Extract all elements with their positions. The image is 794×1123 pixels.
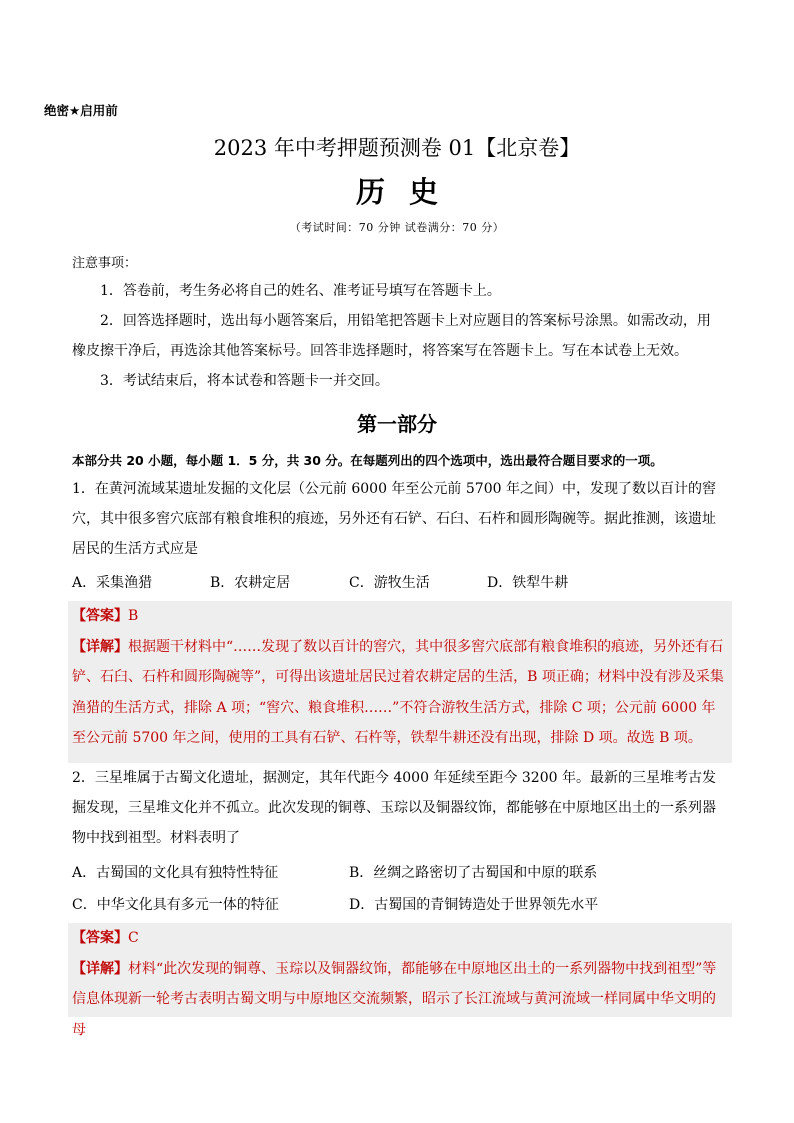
notice-item: 1．答卷前，考生务必将自己的姓名、准考证号填写在答题卡上。 (100, 283, 501, 299)
option-b: B．农耕定居 (210, 575, 291, 591)
answer-line (72, 923, 728, 954)
detail-text: 材料“此次发现的铜尊、玉琮以及铜器纹饰，都能够在中原地区出土的一系列器物中找到祖型”等信息体现新一轮考古表明古蜀文明与中原地区交流频繁，昭示了长江流域与黄河流域一样同属中华文明的母 (72, 960, 717, 1038)
question-stem: 1．在黄河流域某遗址发掘的文化层（公元前 6000 年至公元前 5700 年之间）中，发现了数以百计的窖穴，其中很多窖穴底部有粮食堆积的痕迹，另外还有石铲、石臼、石杵和圆形陶碗等。据此推测，该遗址居民的生活方式应是 (72, 481, 716, 557)
confidential-label: 绝密★启用前 (44, 103, 118, 118)
answer-value: C (128, 930, 139, 946)
detail-label: 【详解】 (72, 638, 128, 655)
subject-title: 历史 (355, 175, 462, 209)
option-b: B．丝绸之路密切了古蜀国和中原的联系 (349, 865, 598, 881)
detail-line (72, 954, 728, 1046)
answer-label: 【答案】 (72, 608, 128, 624)
question-stem: 2．三星堆属于古蜀文化遗址，据测定，其年代距今 4000 年延续至距今 3200 年。最新的三星堆考古发掘发现，三星堆文化并不孤立。此次发现的铜尊、玉琮以及铜器纹饰，都能够在中原地区出土的一系列器物中找到祖型。材料表明了 (72, 770, 716, 846)
notice-heading: 注意事项： (72, 256, 138, 271)
notice-item: 3．考试结束后，将本试卷和答题卡一并交回。 (100, 373, 389, 389)
notice-item: 2．回答选择题时，选出每小题答案后，用铅笔把答题卡上对应题目的答案标号涂黑。如需改动，用橡皮擦干净后，再选涂其他答案标号。回答非选择题时，将答案写在答题卡上。写在本试卷上无效。 (72, 313, 711, 359)
exam-title: 2023 年中考押题预测卷 01【北京卷】 (213, 136, 581, 160)
part-title: 第一部分 (357, 412, 437, 436)
option-d: D．古蜀国的青铜铸造处于世界领先水平 (349, 897, 599, 913)
notice-list (72, 276, 724, 396)
answer-line (72, 601, 728, 632)
answer-explanation (68, 601, 732, 763)
option-d: D．铁犁牛耕 (487, 575, 569, 591)
option-c: C．游牧生活 (349, 575, 430, 591)
answer-explanation (68, 923, 732, 1038)
option-a: A．古蜀国的文化具有独特性特征 (72, 865, 279, 881)
detail-line (72, 632, 728, 754)
answer-value: B (128, 608, 139, 624)
detail-label: 【详解】 (72, 960, 128, 977)
option-a: A．采集渔猎 (72, 575, 153, 591)
option-c: C．中华文化具有多元一体的特征 (72, 897, 279, 913)
exam-info: （考试时间：70 分钟 试卷满分：70 分） (289, 221, 505, 234)
detail-text: 根据题干材料中“……发现了数以百计的窖穴，其中很多窖穴底部有粮食堆积的痕迹，另外还有石铲、石臼、石杵和圆形陶碗等”，可得出该遗址居民过着农耕定居的生活，B 项正确；材料中没有涉及采集渔猎的生活方式，排除 A 项；“窖穴、粮食堆积……”不符合游牧生活方式，排除 C 项；公元前 6000 年至公元前 5700 年之间，使用的工具有石铲、石杵等，铁犁牛耕还没有出现，排除 D 项。故选 B 项。 (72, 638, 724, 746)
answer-label: 【答案】 (72, 930, 128, 946)
part-description: 本部分共 20 小题，每小题 1．5 分，共 30 分。在每题列出的四个选项中，选出最符合题目要求的一项。 (72, 453, 663, 468)
